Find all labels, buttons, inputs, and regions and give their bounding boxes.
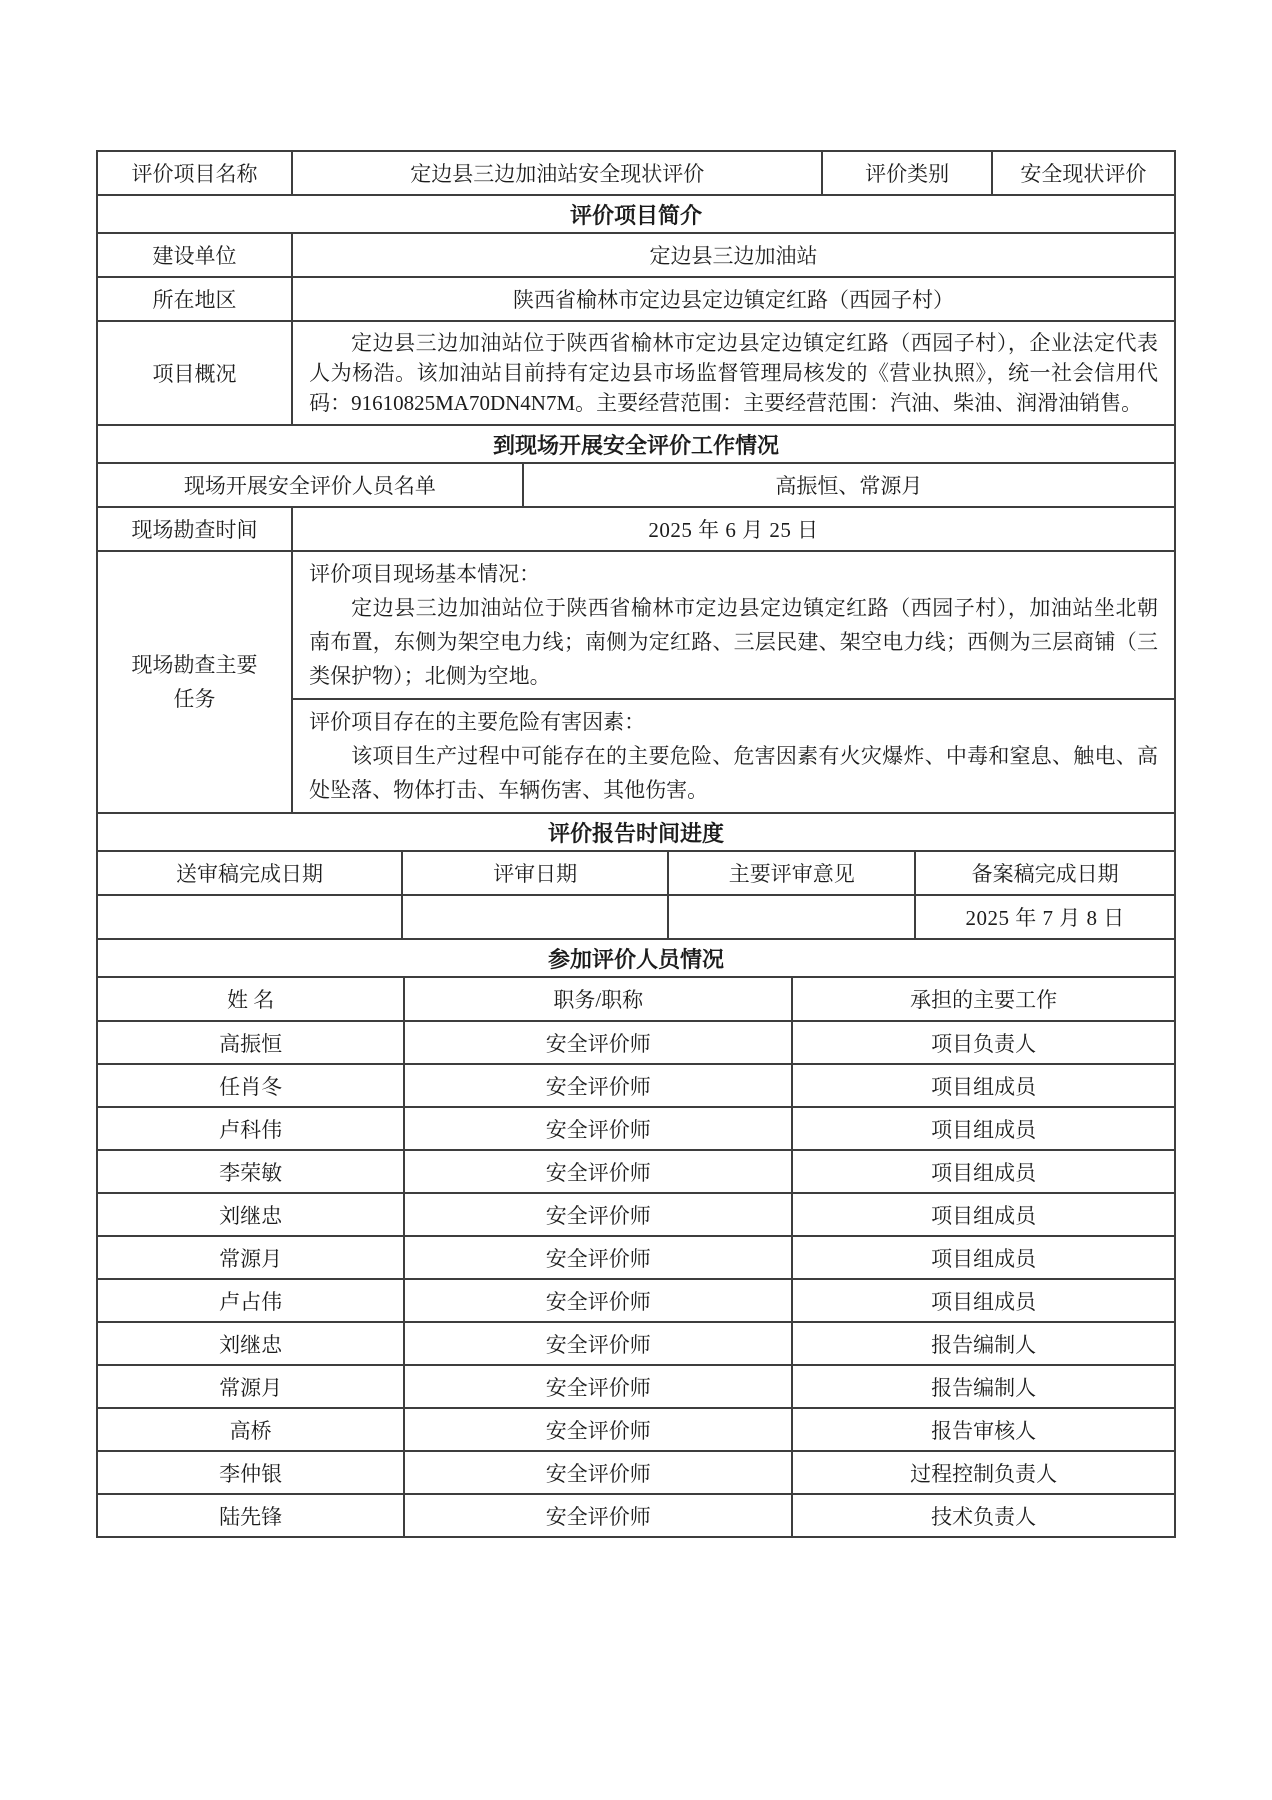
location-value: 陕西省榆林市定边县定边镇定红路（西园子村）: [292, 277, 1175, 321]
builder-label: 建设单位: [97, 233, 292, 277]
person-name: 高振恒: [97, 1021, 404, 1064]
eval-type-value: 安全现状评价: [992, 151, 1175, 195]
progress-table: [96, 850, 1176, 940]
progress-header-draft: 送审稿完成日期: [97, 851, 402, 895]
person-work: 过程控制负责人: [792, 1451, 1175, 1494]
intro-detail-table: [96, 232, 1176, 426]
person-work: 项目组成员: [792, 1107, 1175, 1150]
people-header-work: 承担的主要工作: [792, 977, 1175, 1021]
people-row: [97, 1236, 1175, 1279]
survey-time-value: 2025 年 6 月 25 日: [292, 507, 1175, 551]
section-people-table: [96, 938, 1176, 978]
survey-task-label-text: 现场勘查主要任务: [131, 653, 258, 711]
people-row: [97, 1365, 1175, 1408]
person-title: 安全评价师: [404, 1236, 792, 1279]
title-row-table: [96, 150, 1176, 196]
person-name: 李仲银: [97, 1451, 404, 1494]
person-work: 项目组成员: [792, 1279, 1175, 1322]
progress-header-review-opinion: 主要评审意见: [668, 851, 915, 895]
person-work: 技术负责人: [792, 1494, 1175, 1537]
person-title: 安全评价师: [404, 1064, 792, 1107]
overview-label: 项目概况: [97, 321, 292, 425]
survey-task-part1-body: 定边县三边加油站位于陕西省榆林市定边县定边镇定红路（西园子村），加油站坐北朝南布置，东侧为架空电力线；南侧为定红路、三层民建、架空电力线；西侧为三层商铺（三类保护物）；北侧为空地。: [309, 596, 1158, 688]
person-work: 项目负责人: [792, 1021, 1175, 1064]
survey-table: [96, 506, 1176, 814]
eval-type-label: 评价类别: [822, 151, 991, 195]
survey-time-label: 现场勘查时间: [97, 507, 292, 551]
person-name: 卢科伟: [97, 1107, 404, 1150]
section-people-title: 参加评价人员情况: [97, 939, 1175, 977]
survey-task-part2-body: 该项目生产过程中可能存在的主要危险、危害因素有火灾爆炸、中毒和窒息、触电、高处坠落、物体打击、车辆伤害、其他伤害。: [309, 744, 1158, 802]
people-table: [96, 976, 1176, 1538]
progress-header-record: 备案稿完成日期: [915, 851, 1175, 895]
people-row: [97, 1494, 1175, 1537]
person-name: 常源月: [97, 1365, 404, 1408]
people-header-name: 姓 名: [97, 977, 404, 1021]
person-name: 刘继忠: [97, 1193, 404, 1236]
person-work: 报告审核人: [792, 1408, 1175, 1451]
person-title: 安全评价师: [404, 1451, 792, 1494]
progress-value-record: 2025 年 7 月 8 日: [915, 895, 1175, 939]
section-intro-table: [96, 194, 1176, 234]
survey-task-label: [97, 551, 292, 813]
person-title: 安全评价师: [404, 1322, 792, 1365]
people-row: [97, 1322, 1175, 1365]
people-row: [97, 1451, 1175, 1494]
person-name: 卢占伟: [97, 1279, 404, 1322]
people-row: [97, 1408, 1175, 1451]
people-row: [97, 1107, 1175, 1150]
section-sitework-title: 到现场开展安全评价工作情况: [97, 425, 1175, 463]
person-title: 安全评价师: [404, 1408, 792, 1451]
person-work: 项目组成员: [792, 1150, 1175, 1193]
person-name: 任肖冬: [97, 1064, 404, 1107]
survey-task-part2-title: 评价项目存在的主要危险有害因素：: [309, 710, 646, 734]
person-work: 项目组成员: [792, 1236, 1175, 1279]
person-name: 陆先锋: [97, 1494, 404, 1537]
person-name: 刘继忠: [97, 1322, 404, 1365]
people-row: [97, 1193, 1175, 1236]
progress-value-review-opinion: [668, 895, 915, 939]
project-name-value: 定边县三边加油站安全现状评价: [292, 151, 822, 195]
person-work: 报告编制人: [792, 1365, 1175, 1408]
person-work: 项目组成员: [792, 1193, 1175, 1236]
person-title: 安全评价师: [404, 1494, 792, 1537]
evaluation-form-table: [96, 150, 1176, 1538]
builder-value: 定边县三边加油站: [292, 233, 1175, 277]
progress-value-draft: [97, 895, 402, 939]
progress-value-review-date: [402, 895, 668, 939]
section-progress-title: 评价报告时间进度: [97, 813, 1175, 851]
person-name: 高桥: [97, 1408, 404, 1451]
site-staff-table: [96, 462, 1176, 508]
people-header-title: 职务/职称: [404, 977, 792, 1021]
overview-body: [292, 321, 1175, 425]
person-work: 报告编制人: [792, 1322, 1175, 1365]
people-row: [97, 1021, 1175, 1064]
person-title: 安全评价师: [404, 1107, 792, 1150]
site-staff-value: 高振恒、常源月: [523, 463, 1175, 507]
survey-task-part2: [292, 699, 1175, 813]
overview-paragraph: 定边县三边加油站位于陕西省榆林市定边县定边镇定红路（西园子村），企业法定代表人为杨浩。该加油站目前持有定边县市场监督管理局核发的《营业执照》，统一社会信用代码：91610825MA70DN4N7M。主要经营范围：主要经营范围：汽油、柴油、润滑油销售。: [309, 331, 1158, 415]
project-name-label: 评价项目名称: [97, 151, 292, 195]
person-name: 常源月: [97, 1236, 404, 1279]
person-title: 安全评价师: [404, 1021, 792, 1064]
people-row: [97, 1279, 1175, 1322]
people-row: [97, 1150, 1175, 1193]
section-progress-table: [96, 812, 1176, 852]
person-title: 安全评价师: [404, 1193, 792, 1236]
site-staff-label: 现场开展安全评价人员名单: [97, 463, 523, 507]
person-title: 安全评价师: [404, 1279, 792, 1322]
section-sitework-table: [96, 424, 1176, 464]
person-work: 项目组成员: [792, 1064, 1175, 1107]
person-name: 李荣敏: [97, 1150, 404, 1193]
section-intro-title: 评价项目简介: [97, 195, 1175, 233]
progress-header-review-date: 评审日期: [402, 851, 668, 895]
survey-task-part1: [292, 551, 1175, 699]
people-row: [97, 1064, 1175, 1107]
survey-task-part1-title: 评价项目现场基本情况：: [309, 562, 541, 586]
person-title: 安全评价师: [404, 1150, 792, 1193]
person-title: 安全评价师: [404, 1365, 792, 1408]
location-label: 所在地区: [97, 277, 292, 321]
